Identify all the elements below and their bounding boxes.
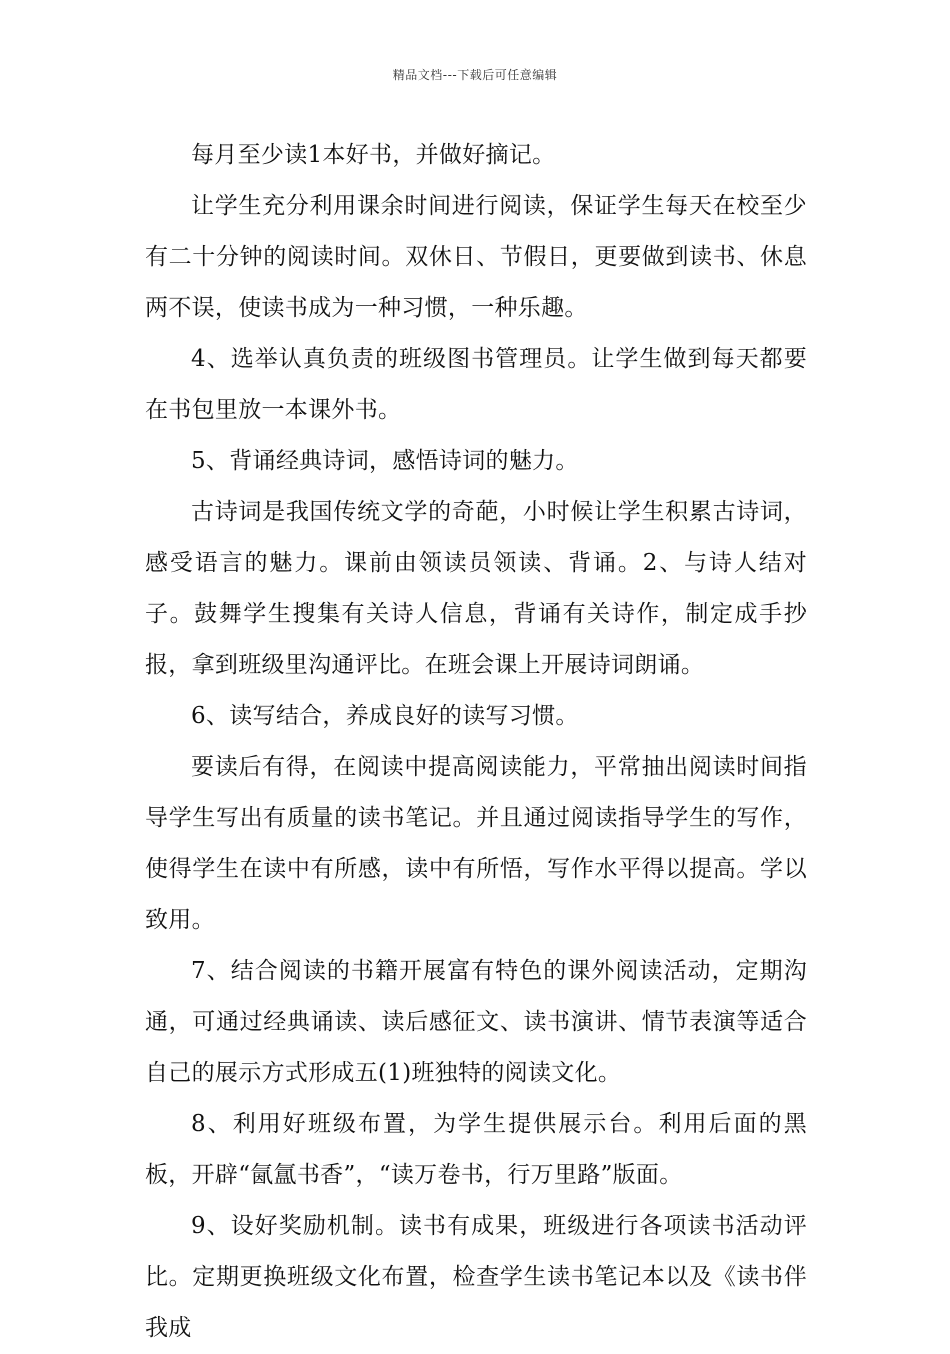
paragraph: 每月至少读1本好书，并做好摘记。	[191, 142, 556, 168]
document-body	[145, 130, 807, 1354]
paragraph: 古诗词是我国传统文学的奇葩，小时候让学生积累古诗词，感受语言的魅力。课前由领读员领读、背诵。2、与诗人结对子。鼓舞学生搜集有关诗人信息，背诵有关诗作，制定成手抄报，拿到班级里沟通评比。在班会课上开展诗词朗诵。	[145, 499, 807, 678]
paragraph: 4、选举认真负责的班级图书管理员。让学生做到每天都要在书包里放一本课外书。	[145, 346, 807, 423]
paragraph: 8、利用好班级布置，为学生提供展示台。利用后面的黑板，开辟“氤氲书香”，“读万卷书，行万里路”版面。	[145, 1111, 807, 1188]
paragraph: 要读后有得，在阅读中提高阅读能力，平常抽出阅读时间指导学生写出有质量的读书笔记。并且通过阅读指导学生的写作，使得学生在读中有所感，读中有所悟，写作水平得以提高。学以致用。	[145, 754, 807, 933]
paragraph: 9、设好奖励机制。读书有成果，班级进行各项读书活动评比。定期更换班级文化布置，检查学生读书笔记本以及《读书伴我成	[145, 1213, 807, 1341]
page-header: 精品文档---下载后可任意编辑	[392, 68, 558, 82]
paragraph: 7、结合阅读的书籍开展富有特色的课外阅读活动，定期沟通，可通过经典诵读、读后感征文、读书演讲、情节表演等适合自己的展示方式形成五(1)班独特的阅读文化。	[145, 958, 807, 1086]
paragraph: 让学生充分利用课余时间进行阅读，保证学生每天在校至少有二十分钟的阅读时间。双休日、节假日，更要做到读书、休息两不误，使读书成为一种习惯，一种乐趣。	[145, 193, 807, 321]
paragraph: 5、背诵经典诗词，感悟诗词的魅力。	[191, 448, 579, 474]
paragraph: 6、读写结合，养成良好的读写习惯。	[191, 703, 579, 729]
